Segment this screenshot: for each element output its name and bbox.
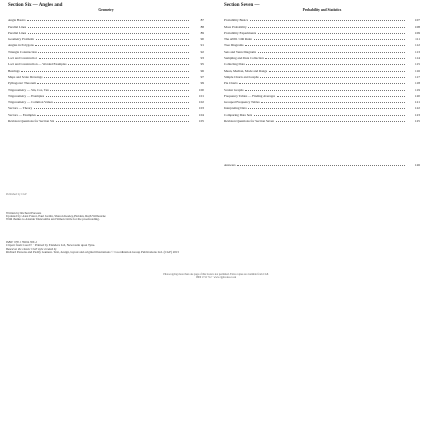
- toc-entry-title: Mean, Median, Mode and Range: [224, 68, 268, 73]
- leader-dots: [46, 96, 189, 97]
- leader-dots: [237, 165, 404, 166]
- index-page: 126: [414, 163, 420, 168]
- toc-entry-title: Vectors — Examples: [8, 112, 36, 117]
- toc-entry-title: Triangle Construction: [8, 49, 37, 54]
- toc-entry[interactable]: [8, 117, 204, 123]
- toc-entry-page: 88: [200, 24, 204, 29]
- toc-entry-page: 111: [415, 37, 420, 42]
- toc-entry-page: 109: [414, 30, 420, 35]
- leader-dots: [44, 77, 188, 78]
- toc-entry-page: 102: [198, 100, 204, 105]
- credits-title: Written by Richard Parsons: [6, 211, 42, 215]
- toc-entry-title: Probability Basics: [224, 18, 249, 23]
- toc-entry-title: Bearings: [8, 68, 20, 73]
- toc-entry-page: 122: [414, 106, 420, 111]
- leader-dots: [34, 108, 189, 109]
- toc-entry-title: Angle Basics: [8, 18, 26, 23]
- toc-entry-title: Parallel Lines: [8, 24, 27, 29]
- toc-entry-title: Maps and Scale Drawings: [8, 74, 43, 79]
- toc-entry-page: 97: [200, 74, 204, 79]
- leader-dots: [37, 115, 188, 116]
- toc-entry-page: 114: [415, 56, 420, 61]
- toc-entry-page: 112: [415, 43, 420, 48]
- toc-entry-title: Tree Diagrams: [224, 43, 244, 48]
- based-on-label: Based on the classic CGP style created by: [6, 246, 57, 251]
- section-seven-contents: [224, 16, 420, 123]
- toc-entry-page: 105: [198, 119, 204, 124]
- toc-entry-title: Sets and Venn Diagrams: [224, 49, 257, 54]
- toc-entry-page: 108: [414, 24, 420, 29]
- leader-dots: [269, 71, 405, 72]
- section-seven-header: [224, 3, 420, 13]
- toc-entry-page: 119: [415, 87, 420, 92]
- section-six-contents: [8, 16, 204, 123]
- toc-entry-page: 93: [200, 56, 204, 61]
- toc-entry-title: Interpreting Data: [224, 106, 247, 111]
- leader-dots: [245, 45, 404, 46]
- toc-entry-title: Revision Questions for Section Six: [8, 119, 55, 124]
- toc-entry[interactable]: [224, 117, 420, 123]
- toc-entry-title: Pie Charts: [224, 81, 238, 86]
- leader-dots: [250, 20, 405, 21]
- section-six-header: [8, 3, 204, 13]
- toc-entry-page: 99: [200, 81, 204, 86]
- leader-dots: [38, 52, 188, 53]
- toc-entry-title: Probability Experiments: [224, 30, 257, 35]
- leader-dots: [35, 45, 188, 46]
- toc-entry-page: 120: [414, 93, 420, 98]
- credits-text: Updated by: Alex Fairer, Paul Jordin, Sharon Keeley-Holden, Ruth Wilbourne: [6, 214, 106, 219]
- toc-entry-page: 87: [200, 18, 204, 23]
- toc-entry-title: Simple Charts and Graphs: [224, 74, 259, 79]
- leader-dots: [28, 27, 189, 28]
- toc-entry-page: 117: [415, 74, 420, 79]
- toc-entry-page: 125: [414, 119, 420, 124]
- toc-entry-title: Vectors — Theory: [8, 106, 33, 111]
- leader-dots: [248, 108, 404, 109]
- toc-entry-page: 100: [198, 87, 204, 92]
- leader-dots: [36, 39, 189, 40]
- copyright-text-2: Richard Parsons and Paddy Gannon. Text, design, layout and original illustrations © Coordination Group Publications Ltd. (CGP) 2015: [6, 250, 180, 255]
- copyright-block: [6, 241, 426, 255]
- leader-dots: [254, 39, 405, 40]
- toc-entry-page: 96: [200, 68, 204, 73]
- index-row-container: [224, 161, 420, 167]
- leader-dots: [54, 102, 188, 103]
- leader-dots: [258, 33, 405, 34]
- publisher-line: Published by CGP: [6, 193, 27, 196]
- leader-dots: [28, 33, 189, 34]
- toc-entry-title: Loci and Construction — Worded Examples: [8, 62, 67, 67]
- section-seven-title: Section Seven —: [224, 3, 260, 8]
- leader-dots: [246, 64, 404, 65]
- toc-entry-title: Frequency Tables — Finding Averages: [224, 93, 276, 98]
- print-line-1: Photocopying more than one page of this book is not permitted. Extra copies are available from CGP.: [163, 273, 269, 276]
- toc-entry-page: 89: [200, 30, 204, 35]
- leader-dots: [27, 20, 189, 21]
- toc-entry-page: 104: [198, 112, 204, 117]
- leader-dots: [277, 96, 405, 97]
- toc-entry-title: Revision Questions for Section Seven: [224, 119, 274, 124]
- section-six-subtitle: Geometry: [98, 8, 114, 12]
- leader-dots: [39, 58, 189, 59]
- toc-entry-title: Loci and Construction: [8, 56, 38, 61]
- leader-dots: [239, 83, 404, 84]
- toc-entry-title: More Probability: [224, 24, 247, 29]
- leader-dots: [254, 115, 405, 116]
- toc-entry-title: Trigonometry — Examples: [8, 93, 45, 98]
- leader-dots: [68, 64, 188, 65]
- toc-entry-page: 121: [414, 100, 420, 105]
- leader-dots: [21, 71, 188, 72]
- toc-entry-page: 101: [198, 93, 204, 98]
- toc-entry-page: 95: [200, 62, 204, 67]
- leader-dots: [50, 90, 188, 91]
- toc-entry-page: 91: [200, 43, 204, 48]
- toc-entry-title: Angles in Polygons: [8, 43, 34, 48]
- copyright-text: Clipart from Corel® · Printed by Elanders Ltd, Newcastle upon Tyne.: [6, 243, 96, 248]
- print-notice: [0, 273, 432, 279]
- toc-entry-title: Scatter Graphs: [224, 87, 244, 92]
- leader-dots: [276, 121, 405, 122]
- isbn-label: ISBN: 978 1 78294 366 4: [6, 240, 37, 244]
- credits-block: [6, 212, 426, 222]
- leader-dots: [56, 121, 189, 122]
- index-title: Answers: [224, 163, 236, 168]
- toc-entry-page: 90: [200, 37, 204, 42]
- toc-entry-page: 113: [415, 49, 420, 54]
- toc-entry-title: Grouped Frequency Tables: [224, 100, 260, 105]
- leader-dots: [265, 58, 404, 59]
- toc-entry-title: Pythagoras' Theorem: [8, 81, 36, 86]
- leader-dots: [37, 83, 188, 84]
- leader-dots: [248, 27, 404, 28]
- toc-entry-title: Geometry Problems: [8, 37, 35, 42]
- leader-dots: [260, 77, 404, 78]
- toc-entry-page: 118: [415, 81, 420, 86]
- toc-entry-title: Comparing Data Sets: [224, 112, 253, 117]
- toc-entry-title: Parallel Lines: [8, 30, 27, 35]
- toc-entry-page: 115: [415, 62, 420, 67]
- toc-entry-title: The AND / OR Rules: [224, 37, 253, 42]
- toc-entry-page: 123: [414, 112, 420, 117]
- print-line-2: 0800 1712 712 · www.cgpbooks.co.uk: [195, 276, 237, 279]
- section-six-title: Section Six — Angles and: [8, 3, 63, 8]
- section-seven-subtitle: Probability and Statistics: [302, 8, 342, 12]
- toc-entry-title: Trigonometry — Sin, Cos, Tan: [8, 87, 49, 92]
- leader-dots: [261, 102, 404, 103]
- toc-entry-title: Trigonometry — Common Values: [8, 100, 53, 105]
- toc-entry-title: Collecting Data: [224, 62, 245, 67]
- toc-entry-page: 103: [198, 106, 204, 111]
- credits-text-2: With thanks to Alastair Duncombe and Simon Little for the proofreading.: [6, 217, 100, 222]
- leader-dots: [245, 90, 405, 91]
- toc-entry-page: 116: [415, 68, 420, 73]
- index-entry[interactable]: [224, 161, 420, 167]
- toc-entry-page: 107: [414, 18, 420, 23]
- leader-dots: [258, 52, 405, 53]
- toc-entry-title: Sampling and Data Collection: [224, 56, 264, 61]
- toc-entry-page: 92: [200, 49, 204, 54]
